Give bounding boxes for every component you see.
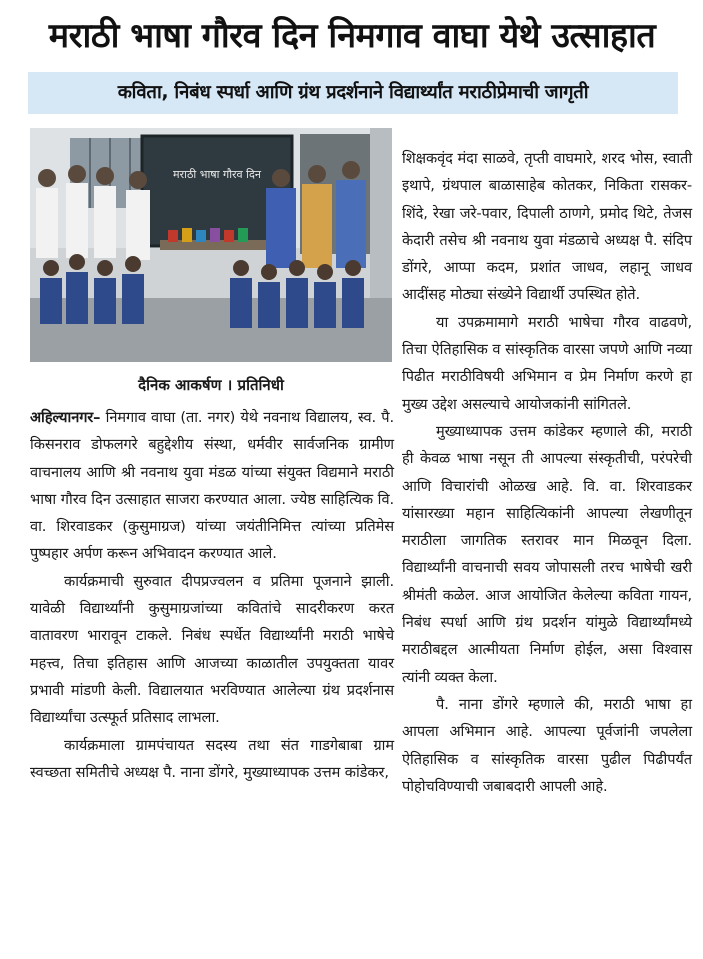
article-paragraph-4: या उपक्रमामागे मराठी भाषेचा गौरव वाढवणे, तिचा ऐतिहासिक व सांस्कृतिक वारसा जपणे आणि नव्या पिढीत मराठीविषयी अभिमान व प्रेम निर्माण करणे हा मुख्य उद्देश असल्याचे आयोजकांनी सांगितले. xyxy=(402,313,692,413)
article-paragraph-1 xyxy=(30,404,394,568)
article-paragraph-2: कार्यक्रमाची सुरुवात दीपप्रज्वलन व प्रतिमा पूजनाने झाली. यावेळी विद्यार्थ्यांनी कुसुमाग्रजांच्या कवितांचे सादरीकरण करत वातावरण भारावून टाकले. निबंध स्पर्धेत विद्यार्थ्यांनी मराठी भाषेचे महत्त्व, तिचा इतिहास आणि आजच्या काळातील उपयुक्तता यावर प्रभावी मांडणी केली. विद्यालयात भरविण्यात आलेल्या ग्रंथ प्रदर्शनास विद्यार्थ्यांचा उत्स्फूर्त प्रतिसाद लाभला. xyxy=(30,572,394,727)
article-column-right xyxy=(402,145,692,800)
subheadline: कविता, निबंध स्पर्धा आणि ग्रंथ प्रदर्शनाने विद्यार्थ्यांत मराठीप्रेमाची जागृती xyxy=(117,82,589,103)
article-paragraph-3-continued: शिक्षकवृंद मंदा साळवे, तृप्ती वाघमारे, शरद भोस, स्वाती इथापे, ग्रंथपाल बाळासाहेब कोतकर, निकिता रासकर-शिंदे, रेखा जरे-पवार, दिपाली ठाणगे, प्रमोद थिटे, तेजस केदारी तसेच श्री नवनाथ युवा मंडळाचे अध्यक्ष पै. संदिप डोंगरे, आप्पा कदम, प्रशांत जाधव, लहानू जाधव आदींसह मोठ्या संख्येने विद्यार्थी उपस्थित होते. xyxy=(402,150,692,304)
event-photo xyxy=(30,128,392,362)
article-paragraph-6: पै. नाना डोंगरे म्हणाले की, मराठी भाषा हा आपला अभिमान आहे. आपल्या पूर्वजांनी जपलेला ऐतिहासिक व सांस्कृतिक वारसा पुढील पिढीपर्यंत पोहोचविण्याची जबाबदारी आपली आहे. xyxy=(402,695,692,795)
article-paragraph-3: कार्यक्रमाला ग्रामपंचायत सदस्य तथा संत गाडगेबाबा ग्राम स्वच्छता समितीचे अध्यक्ष पै. नाना डोंगरे, मुख्याध्यापक उत्तम कांडेकर, xyxy=(30,736,394,781)
paragraph-1-text: निमगाव वाघा (ता. नगर) येथे नवनाथ विद्यालय, स्व. पै. किसनराव डोफलगरे बहुद्देशीय संस्था, धर्मवीर सार्वजनिक ग्रामीण वाचनालय आणि श्री नवनाथ युवा मंडळ यांच्या संयुक्त विद्यमाने मराठी भाषा गौरव दिन उत्साहात साजरा करण्यात आला. ज्येष्ठ साहित्यिक वि. वा. शिरवाडकर (कुसुमाग्रज) यांच्या जयंतीनिमित्त त्यांच्या प्रतिमेस पुष्पहार अर्पण करून अभिवादन करण्यात आले. xyxy=(30,409,394,563)
reporter-credit: दैनिक आकर्षण । प्रतिनिधी xyxy=(138,376,284,394)
headline: मराठी भाषा गौरव दिन निमगाव वाघा येथे उत्साहात xyxy=(48,16,656,56)
board-caption: मराठी भाषा गौरव दिन xyxy=(173,168,261,181)
dateline: अहिल्यानगर– xyxy=(30,409,101,426)
article-column-left xyxy=(30,404,394,786)
article-paragraph-5: मुख्याध्यापक उत्तम कांडेकर म्हणाले की, मराठी ही केवळ भाषा नसून ती आपल्या संस्कृतीची, परंपरेची आणि विचारांची ओळख आहे. वि. वा. शिरवाडकर यांसारख्या महान साहित्यिकांनी आपल्या लेखणीतून मराठीला जागतिक स्तरावर मान मिळवून दिला. विद्यार्थ्यांनी वाचनाची सवय जोपासली तरच भाषेची खरी श्रीमंती कळेल. आज आयोजित केलेल्या कविता गायन, निबंध स्पर्धा आणि ग्रंथ प्रदर्शन यांमुळे विद्यार्थ्यांमध्ये मराठीबद्दल आत्मीयता निर्माण होईल, असा विश्वास त्यांनी व्यक्त केला. xyxy=(402,422,692,686)
